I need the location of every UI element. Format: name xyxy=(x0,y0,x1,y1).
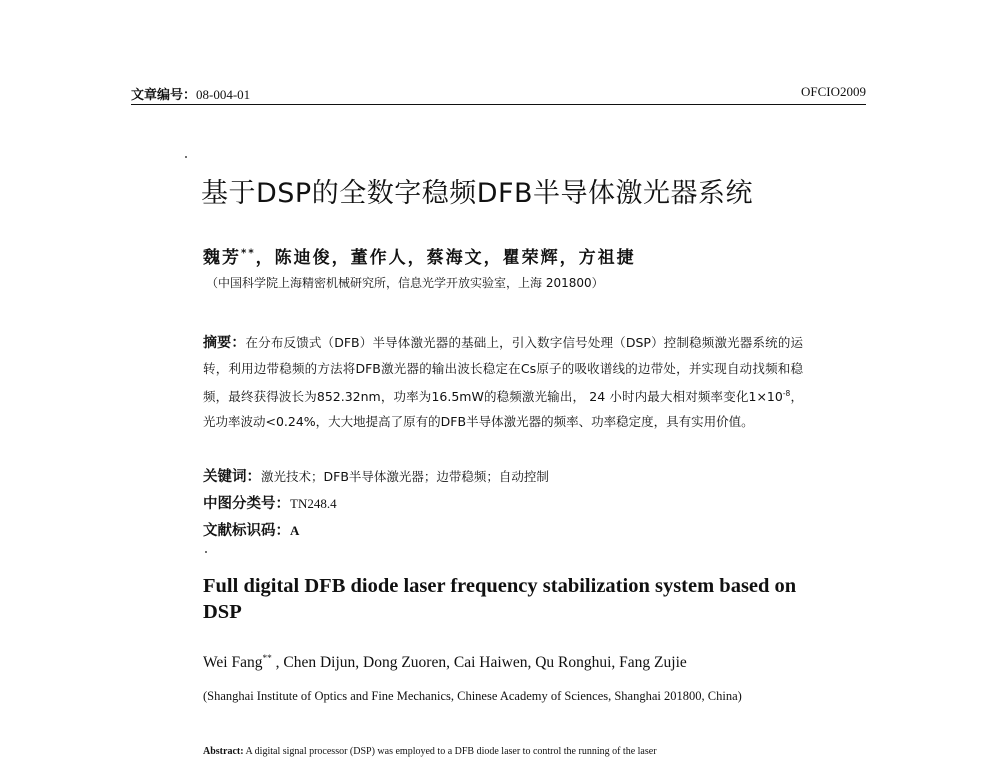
en-abstract-label: Abstract: xyxy=(203,746,244,757)
en-author-first: Wei Fang xyxy=(203,654,263,672)
cn-keywords xyxy=(203,465,549,486)
scan-speck xyxy=(205,551,207,553)
cn-author-mark: ** xyxy=(241,248,256,260)
cn-affiliation: （中国科学院上海精密机械研究所，信息光学开放实验室，上海 201800） xyxy=(206,276,604,290)
cn-abstract-text-a: 在分布反馈式（DFB）半导体激光器的基础上，引入数字信号处理（DSP）控制稳频激光器系统的运转，利用边带稳频的方法将DFB激光器的输出波长稳定在Cs原子的吸收谱线的边带处，并实现自动找频和稳频，最终获得波长为852.32nm，功率为16.5mW的稳频激光输出， 24 小时内最大相对频率变化1×10 xyxy=(203,335,803,405)
cn-title: 基于DSP的全数字稳频DFB半导体激光器系统 xyxy=(201,178,754,209)
en-abstract-text: A digital signal processor (DSP) was employed to a DFB diode laser to control the running of the laser xyxy=(243,746,657,757)
keywords-label: 关键词： xyxy=(203,469,261,485)
cn-abstract-text-b: ，光功率波动<0.24%，大大地提高了原有的DFB半导体激光器的频率、功率稳定度，具有实用价值。 xyxy=(203,389,803,430)
en-title: Full digital DFB diode laser frequency stabilization system based on DSP xyxy=(203,575,797,623)
scan-speck xyxy=(185,156,187,158)
en-abstract xyxy=(203,746,803,757)
cn-abstract-exponent: -8 xyxy=(782,389,791,398)
cn-abstract xyxy=(203,330,803,434)
keywords-value: 激光技术；DFB半导体激光器；边带稳频；自动控制 xyxy=(261,469,549,484)
article-number-label: 文章编号： xyxy=(131,88,197,103)
cn-author-first: 魏芳 xyxy=(203,248,241,268)
cn-authors xyxy=(203,243,636,268)
en-author-mark: ** xyxy=(262,654,272,664)
cn-clc xyxy=(203,492,337,513)
en-authors-rest: , Chen Dijun, Dong Zuoren, Cai Haiwen, Qu Ronghui, Fang Zujie xyxy=(271,654,687,672)
en-authors xyxy=(203,654,687,672)
clc-label: 中图分类号： xyxy=(203,496,290,512)
cn-doc-code xyxy=(203,519,299,540)
article-number xyxy=(131,84,250,103)
conference-code: OFCIO2009 xyxy=(800,84,866,99)
article-number-value: 08-004-01 xyxy=(196,87,251,102)
header-rule xyxy=(131,104,866,105)
cn-authors-rest: ，陈迪俊，董作人，蔡海文，瞿荣辉，方祖捷 xyxy=(255,248,636,268)
page-header xyxy=(131,84,866,102)
clc-value: TN248.4 xyxy=(290,496,337,511)
cn-abstract-label: 摘要： xyxy=(203,335,246,351)
doc-code-label: 文献标识码： xyxy=(203,523,290,539)
en-affiliation: (Shanghai Institute of Optics and Fine Mechanics, Chinese Academy of Sciences, Shanghai 201800, China) xyxy=(203,689,742,703)
doc-code-value: A xyxy=(290,523,300,538)
